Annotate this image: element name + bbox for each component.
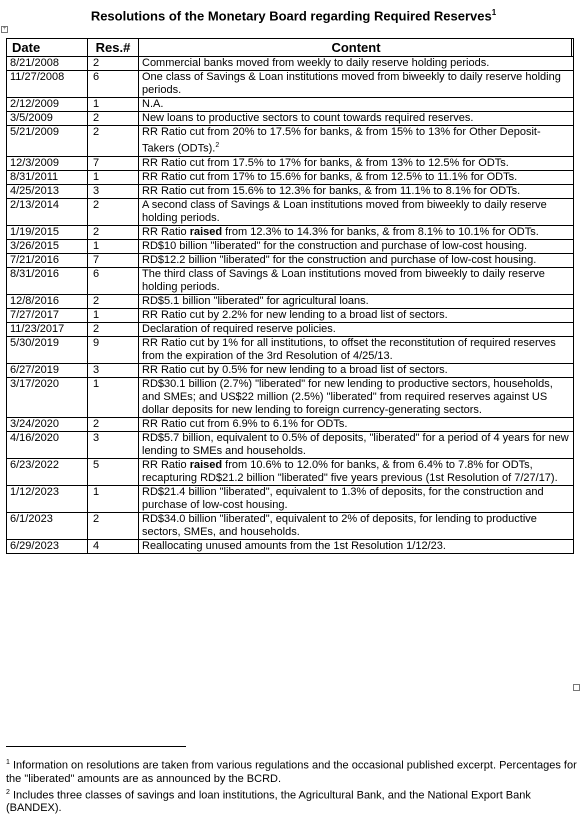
cell-content	[139, 225, 574, 239]
content-text: N.A.	[142, 98, 164, 110]
content-text: from 10.6% to 12.0% for banks, & from 6.4% to 7.8% for ODTs, recapturing RD$21.2 billion "liberated" five years previous (1st Resolution of 7/27/17).	[142, 458, 558, 484]
cell-date: 8/31/2011	[7, 170, 88, 184]
cell-date: 2/12/2009	[7, 98, 88, 112]
cell-content	[139, 377, 574, 417]
cell-date: 6/1/2023	[7, 512, 88, 539]
content-text: RD$5.7 billion, equivalent to 0.5% of deposits, "liberated" for a period of 4 years for new lending to SMEs and households.	[142, 431, 569, 457]
content-text: RD$34.0 billion "liberated", equivalent to 2% of deposits, for lending to productive sectors, SMEs, and households.	[142, 512, 537, 538]
table-row	[7, 431, 574, 458]
cell-content	[139, 57, 574, 71]
cell-content	[139, 539, 574, 553]
cell-resolution-number: 1	[88, 239, 139, 253]
table-row	[7, 485, 574, 512]
table-row	[7, 71, 574, 98]
footnote-2-text: Includes three classes of savings and loan institutions, the Agricultural Bank, and the National Export Bank (BANDEX).	[6, 789, 531, 815]
cell-content	[139, 485, 574, 512]
footnote-2	[6, 786, 584, 816]
cell-date: 6/23/2022	[7, 458, 88, 485]
cell-date: 8/21/2008	[7, 57, 88, 71]
content-text: The third class of Savings & Loan institutions moved from biweekly to daily reserve holding periods.	[142, 267, 545, 293]
cell-resolution-number: 2	[88, 198, 139, 225]
table-row	[7, 184, 574, 198]
cell-content	[139, 112, 574, 126]
header-date: Date	[7, 39, 88, 57]
table-row	[7, 458, 574, 485]
content-text: New loans to productive sectors to count towards required reserves.	[142, 112, 474, 124]
table-row	[7, 253, 574, 267]
cell-content	[139, 458, 574, 485]
content-text: RR Ratio cut from 15.6% to 12.3% for banks, & from 11.1% to 8.1% for ODTs.	[142, 184, 521, 197]
cell-resolution-number: 1	[88, 98, 139, 112]
table-row	[7, 112, 574, 126]
cell-resolution-number: 4	[88, 539, 139, 553]
content-text: from 12.3% to 14.3% for banks, & from 8.1% to 10.1% for ODTs.	[222, 225, 539, 238]
table-row	[7, 336, 574, 363]
cell-resolution-number: 2	[88, 57, 139, 71]
content-text: RD$30.1 billion (2.7%) "liberated" for new lending to productive sectors, households, and SMEs; and US$22 million (2.5%) "liberated" from required reserves against US dollar deposits for new lending to foreign currency-generating sectors.	[142, 377, 553, 416]
cell-content	[139, 322, 574, 336]
cell-content	[139, 98, 574, 112]
cell-date: 3/26/2015	[7, 239, 88, 253]
cell-resolution-number: 1	[88, 170, 139, 184]
cell-content	[139, 126, 574, 157]
cell-date: 12/8/2016	[7, 294, 88, 308]
resolutions-table	[6, 38, 574, 554]
content-text: RD$12.2 billion "liberated" for the construction and purchase of low-cost housing.	[142, 253, 537, 266]
cell-resolution-number: 2	[88, 512, 139, 539]
footnote-1-text: Information on resolutions are taken from various regulations and the occasional published excerpt. Percentages for the "liberated" amounts are as announced by the BCRD.	[6, 759, 577, 785]
table-row	[7, 57, 574, 71]
content-text: Reallocating unused amounts from the 1st Resolution 1/12/23.	[142, 539, 446, 552]
cell-content	[139, 267, 574, 294]
content-text: RR Ratio cut from 17.5% to 17% for banks, & from 13% to 12.5% for ODTs.	[142, 156, 509, 169]
cell-date: 2/13/2014	[7, 198, 88, 225]
content-text: RR Ratio cut by 0.5% for new lending to a broad list of sectors.	[142, 363, 448, 376]
cell-date: 5/21/2009	[7, 126, 88, 157]
table-row	[7, 294, 574, 308]
cell-resolution-number: 3	[88, 431, 139, 458]
cell-resolution-number: 1	[88, 377, 139, 417]
emphasis-text: raised	[189, 225, 223, 238]
cell-resolution-number: 5	[88, 458, 139, 485]
content-text: RD$5.1 billion "liberated" for agricultural loans.	[142, 294, 369, 307]
cell-resolution-number: 1	[88, 308, 139, 322]
table-row	[7, 98, 574, 112]
cell-resolution-number: 2	[88, 322, 139, 336]
cell-content	[139, 170, 574, 184]
footnote-reference: 2	[215, 142, 220, 149]
cell-date: 3/17/2020	[7, 377, 88, 417]
cell-resolution-number: 9	[88, 336, 139, 363]
content-text: RR Ratio cut from 6.9% to 6.1% for ODTs.	[142, 417, 348, 430]
content-text: RR Ratio cut from 20% to 17.5% for banks, & from 15% to 13% for Other Deposit-Takers (ODTs).	[142, 126, 541, 155]
cell-content	[139, 431, 574, 458]
table-move-handle[interactable]: +	[2, 26, 7, 32]
table-row	[7, 417, 574, 431]
cell-resolution-number: 7	[88, 156, 139, 170]
cell-resolution-number: 2	[88, 417, 139, 431]
cell-date: 12/3/2009	[7, 156, 88, 170]
table-resize-handle[interactable]	[573, 684, 580, 691]
cell-date: 11/27/2008	[7, 71, 88, 98]
header-content: Content	[139, 39, 574, 57]
cell-date: 3/24/2020	[7, 417, 88, 431]
footnote-2-mark: 2	[6, 788, 10, 796]
cell-date: 4/16/2020	[7, 431, 88, 458]
page-title	[0, 8, 587, 23]
table-row	[7, 308, 574, 322]
cell-resolution-number: 6	[88, 267, 139, 294]
cell-date: 1/19/2015	[7, 225, 88, 239]
cell-content	[139, 336, 574, 363]
content-text: One class of Savings & Loan institutions moved from biweekly to daily reserve holding periods.	[142, 71, 561, 96]
content-text: RD$10 billion "liberated" for the construction and purchase of low-cost housing.	[142, 239, 528, 252]
table-row	[7, 170, 574, 184]
cell-resolution-number: 2	[88, 294, 139, 308]
table-row	[7, 239, 574, 253]
cell-resolution-number: 7	[88, 253, 139, 267]
table-row	[7, 126, 574, 157]
cell-resolution-number: 2	[88, 225, 139, 239]
footnote-1-mark: 1	[6, 759, 10, 766]
cell-content	[139, 363, 574, 377]
cell-content	[139, 294, 574, 308]
cell-resolution-number: 2	[88, 112, 139, 126]
cell-content	[139, 71, 574, 98]
cell-resolution-number: 3	[88, 184, 139, 198]
content-text: RR Ratio cut by 2.2% for new lending to a broad list of sectors.	[142, 308, 448, 321]
table-header-row	[7, 39, 574, 57]
cell-date: 6/27/2019	[7, 363, 88, 377]
content-text: RR Ratio	[142, 458, 190, 471]
cell-content	[139, 253, 574, 267]
cell-resolution-number: 3	[88, 363, 139, 377]
cell-content	[139, 198, 574, 225]
content-text: RD$21.4 billion "liberated", equivalent to 1.3% of deposits, for the construction and purchase of low-cost housing.	[142, 485, 544, 511]
table-row	[7, 377, 574, 417]
header-resolution-number: Res.#	[88, 39, 139, 57]
cell-content	[139, 156, 574, 170]
table-row	[7, 267, 574, 294]
title-footnote-mark: 1	[491, 8, 497, 17]
resolutions-table-container	[6, 38, 573, 554]
table-row	[7, 225, 574, 239]
cell-date: 5/30/2019	[7, 336, 88, 363]
cell-content	[139, 184, 574, 198]
content-text: RR Ratio	[142, 225, 190, 238]
footnote-separator	[6, 746, 186, 747]
cell-date: 4/25/2013	[7, 184, 88, 198]
title-text: Resolutions of the Monetary Board regarding Required Reserves	[90, 8, 492, 24]
cell-date: 1/12/2023	[7, 485, 88, 512]
cell-content	[139, 308, 574, 322]
cell-date: 6/29/2023	[7, 539, 88, 553]
footnote-1	[6, 756, 584, 786]
cell-resolution-number: 1	[88, 485, 139, 512]
content-text: RR Ratio cut from 17% to 15.6% for banks, & from 12.5% to 11.1% for ODTs.	[142, 170, 518, 183]
content-text: A second class of Savings & Loan institutions moved from biweekly to daily reserve holding periods.	[142, 198, 547, 224]
content-text: RR Ratio cut by 1% for all institutions, to offset the reconstitution of required reserves from the expiration of the 3rd Resolution of 4/25/13.	[142, 336, 556, 362]
cell-date: 3/5/2009	[7, 112, 88, 126]
cell-date: 8/31/2016	[7, 267, 88, 294]
table-row	[7, 539, 574, 553]
content-text: Declaration of required reserve policies.	[142, 322, 336, 335]
table-row	[7, 322, 574, 336]
cell-date: 7/21/2016	[7, 253, 88, 267]
content-text: Commercial banks moved from weekly to daily reserve holding periods.	[142, 57, 490, 69]
table-row	[7, 363, 574, 377]
cell-date: 7/27/2017	[7, 308, 88, 322]
cell-date: 11/23/2017	[7, 322, 88, 336]
emphasis-text: raised	[189, 458, 223, 471]
table-row	[7, 512, 574, 539]
cell-content	[139, 239, 574, 253]
table-row	[7, 156, 574, 170]
cell-resolution-number: 2	[88, 126, 139, 157]
cell-content	[139, 417, 574, 431]
table-row	[7, 198, 574, 225]
footnotes	[6, 756, 584, 815]
table-body	[7, 57, 574, 554]
cell-content	[139, 512, 574, 539]
cell-resolution-number: 6	[88, 71, 139, 98]
